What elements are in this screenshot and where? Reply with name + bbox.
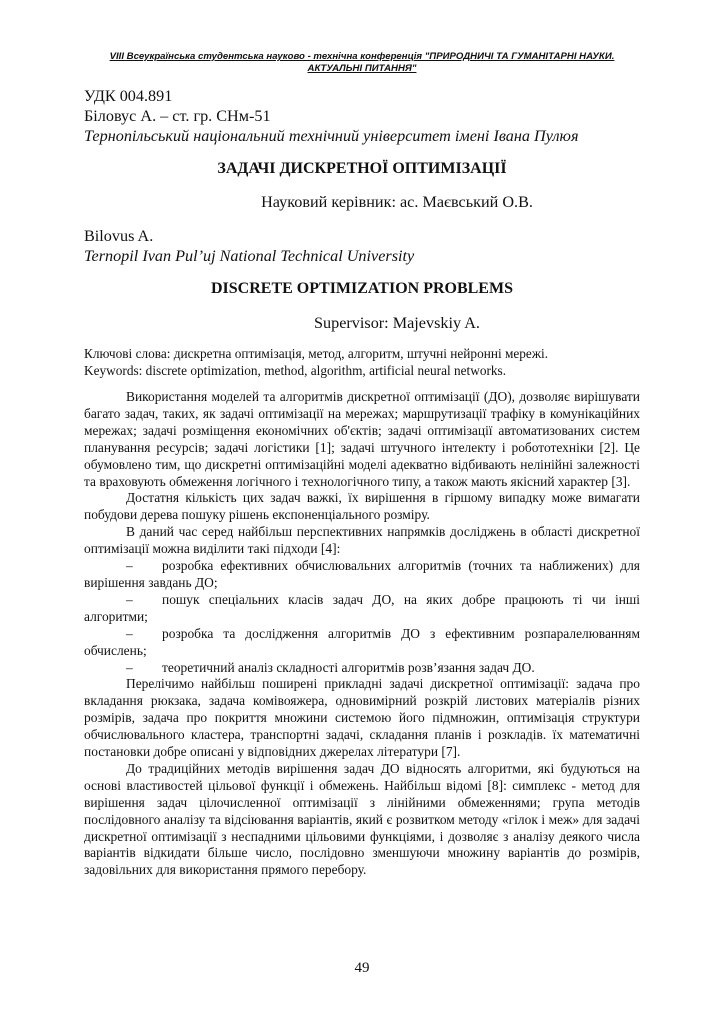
list-item [84,626,640,660]
keywords-en: Keywords: discrete optimization, method, algorithm, artificial neural networks. [84,363,507,378]
supervisor-ua: Науковий керівник: ас. Маєвський О.В. [261,193,533,211]
title-en: DISCRETE OPTIMIZATION PROBLEMS [211,280,513,297]
conference-header [84,51,640,75]
paragraph-1: Використання моделей та алгоритмів дискретної оптимізації (ДО), дозволяє вирішувати багато задач, таких, як задачі оптимізації на мережах; маршрутизації трафіку в комунікаційних мережах; задачі розміщення економічних об'єктів; задачі оптимізації автоматизованих систем планування ресурсів; задачі логістики [1]; задачі штучного інтелекту і робототехніки [2]. Це обумовлено тим, що дискретні оптимізаційні моделі адекватно відбивають нелінійні залежності та враховують обмеження логічного і технологічного типу, а також мають якісний характер [3]. [84,389,640,489]
body-text [84,389,640,879]
paragraph-3: В даний час серед найбільш перспективних напрямків досліджень в області дискретної оптимізації можна виділити такі підходи [4]: [84,524,640,557]
paragraph-5: До традиційних методів вирішення задач ДО відносять алгоритми, які будуються на основі властивостей цільової функції і обмежень. Найбільш відомі [8]: симплекс - метод для вирішення задач цілочисленної оптимізації з лінійними обмеженнями; група методів послідовного аналізу та відсіювання варіантів, який є розвитком методу «гілок і меж» для задачі дискретної оптимізації з неспадними цільовими функціями, і дозволяє з аналізу деякого числа варіантів відкидати більше число, послідовно зменшуючи множину варіантів до розмірів, задовільних для використання прямого перебору. [84,760,640,878]
supervisor-en: Supervisor: Majevskiy A. [314,314,480,332]
conference-header-line-2: АКТУАЛЬНІ ПИТАННЯ" [307,63,417,74]
dash-bullet: – [126,625,133,641]
page-number: 49 [354,960,370,976]
university-ua: Тернопільський національний технічний університет імені Івана Пулюя [84,127,579,145]
udk-code: УДК 004.891 [84,87,173,105]
list-item-text: пошук спеціальних класів задач ДО, на яких добре працюють ті чи інші алгоритми; [84,591,640,624]
list-item-text: розробка ефективних обчислювальних алгоритмів (точних та наближених) для вирішення завдань ДО; [84,558,640,590]
conference-header-line-1: VIII Всеукраїнська студентська науково - технічна конференція "ПРИРОДНИЧІ ТА ГУМАНІТАРНІ НАУКИ. [109,51,615,62]
list-item [84,592,640,626]
dash-bullet: – [126,659,133,675]
university-en: Ternopil Ivan Pul’uj National Technical University [84,247,415,265]
paragraph-2: Достатня кількість цих задач важкі, їх вирішення в гіршому випадку може вимагати побудови дерева пошуку рішень експоненціального розміру. [84,490,640,523]
keywords-ua: Ключові слова: дискретна оптимізація, метод, алгоритм, штучні нейронні мережі. [84,346,549,361]
author-ua: Біловус А. – ст. гр. СНм-51 [84,107,271,125]
list-item-text: розробка та дослідження алгоритмів ДО з ефективним розпаралелюванням обчислень; [84,625,640,658]
list-item-text: теоретичний аналіз складності алгоритмів розв’язання задач ДО. [162,659,535,675]
title-ua: ЗАДАЧІ ДИСКРЕТНОЇ ОПТИМІЗАЦІЇ [217,160,507,177]
author-en: Bilovus A. [84,227,154,245]
list-item [84,558,640,592]
list-item [84,660,640,677]
paragraph-4: Перелічимо найбільш поширені прикладні задачі дискретної оптимізації: задача про вкладання рюкзака, задача комівояжера, одновимірний розкрій листових матеріалів різних розмірів, задача про покриття множини системою його підмножин, оптимізація структури обчислювального кластера, транспортні задачі, складання планів і розкладів. їх математичні постановки добре описані у відповідних джерелах літератури [7]. [84,676,640,760]
dash-bullet: – [126,591,133,607]
dash-bullet: – [126,558,133,574]
